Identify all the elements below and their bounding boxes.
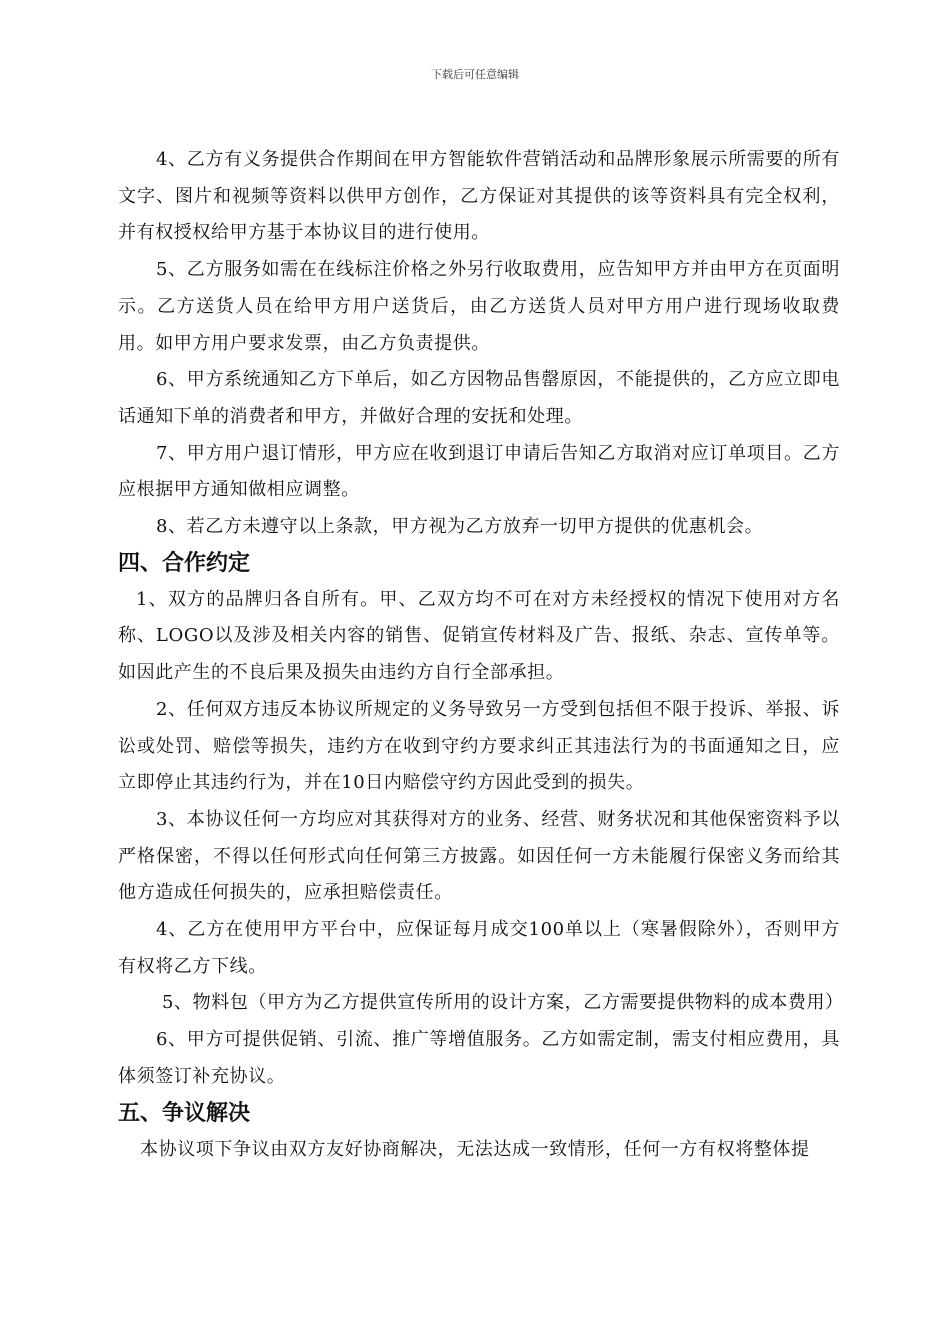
document-body bbox=[118, 142, 844, 1168]
section-5-title: 五、争议解决 bbox=[118, 1100, 251, 1126]
clause-4-4: 4、乙方在使用甲方平台中，应保证每月成交100单以上（寒暑假除外），否则甲方有权将乙方下线。 bbox=[118, 919, 840, 977]
clause-4-6: 6、甲方可提供促销、引流、推广等增值服务。乙方如需定制，需支付相应费用，具体须签订补充协议。 bbox=[118, 1029, 840, 1087]
clause-3-4: 4、乙方有义务提供合作期间在甲方智能软件营销活动和品牌形象展示所需要的所有文字、图片和视频等资料以供甲方创作，乙方保证对其提供的该等资料具有完全权利，并有权授权给甲方基于本协议目的进行使用。 bbox=[118, 149, 840, 244]
clause-3-5: 5、乙方服务如需在在线标注价格之外另行收取费用，应告知甲方并由甲方在页面明示。乙方送货人员在给甲方用户送货后，由乙方送货人员对甲方用户进行现场收取费用。如甲方用户要求发票，由乙方负责提供。 bbox=[118, 259, 840, 354]
clause-4-5: 5、物料包（甲方为乙方提供宣传所用的设计方案，乙方需要提供物料的成本费用） bbox=[162, 992, 844, 1014]
clause-3-6: 6、甲方系统通知乙方下单后，如乙方因物品售罄原因，不能提供的，乙方应立即电话通知下单的消费者和甲方，并做好合理的安抚和处理。 bbox=[118, 369, 840, 427]
clause-4-2: 2、任何双方违反本协议所规定的义务导致另一方受到包括但不限于投诉、举报、诉讼或处罚、赔偿等损失，违约方在收到守约方要求纠正其违法行为的书面通知之日，应立即停止其违约行为，并在10日内赔偿守约方因此受到的损失。 bbox=[118, 698, 840, 794]
section-4-title: 四、合作约定 bbox=[118, 550, 251, 576]
clause-4-3: 3、本协议任何一方均应对其获得对方的业务、经营、财务状况和其他保密资料予以严格保密，不得以任何形式向任何第三方披露。如因任何一方未能履行保密义务而给其他方造成任何损失的，应承担赔偿责任。 bbox=[118, 808, 840, 904]
section-5-text: 本协议项下争议由双方友好协商解决，无法达成一致情形，任何一方有权将整体提 bbox=[140, 1138, 810, 1160]
clause-3-8: 8、若乙方未遵守以上条款，甲方视为乙方放弃一切甲方提供的优惠机会。 bbox=[156, 516, 764, 538]
page-header: 下载后可任意编辑 bbox=[431, 68, 519, 81]
clause-4-1: 1、双方的品牌归各自所有。甲、乙双方均不可在对方未经授权的情况下使用对方名称、LOGO以及涉及相关内容的销售、促销宣传材料及广告、报纸、杂志、宣传单等。如因此产生的不良后果及损失由违约方自行全部承担。 bbox=[118, 588, 840, 684]
clause-3-7: 7、甲方用户退订情形，甲方应在收到退订申请后告知乙方取消对应订单项目。乙方应根据甲方通知做相应调整。 bbox=[118, 442, 840, 501]
